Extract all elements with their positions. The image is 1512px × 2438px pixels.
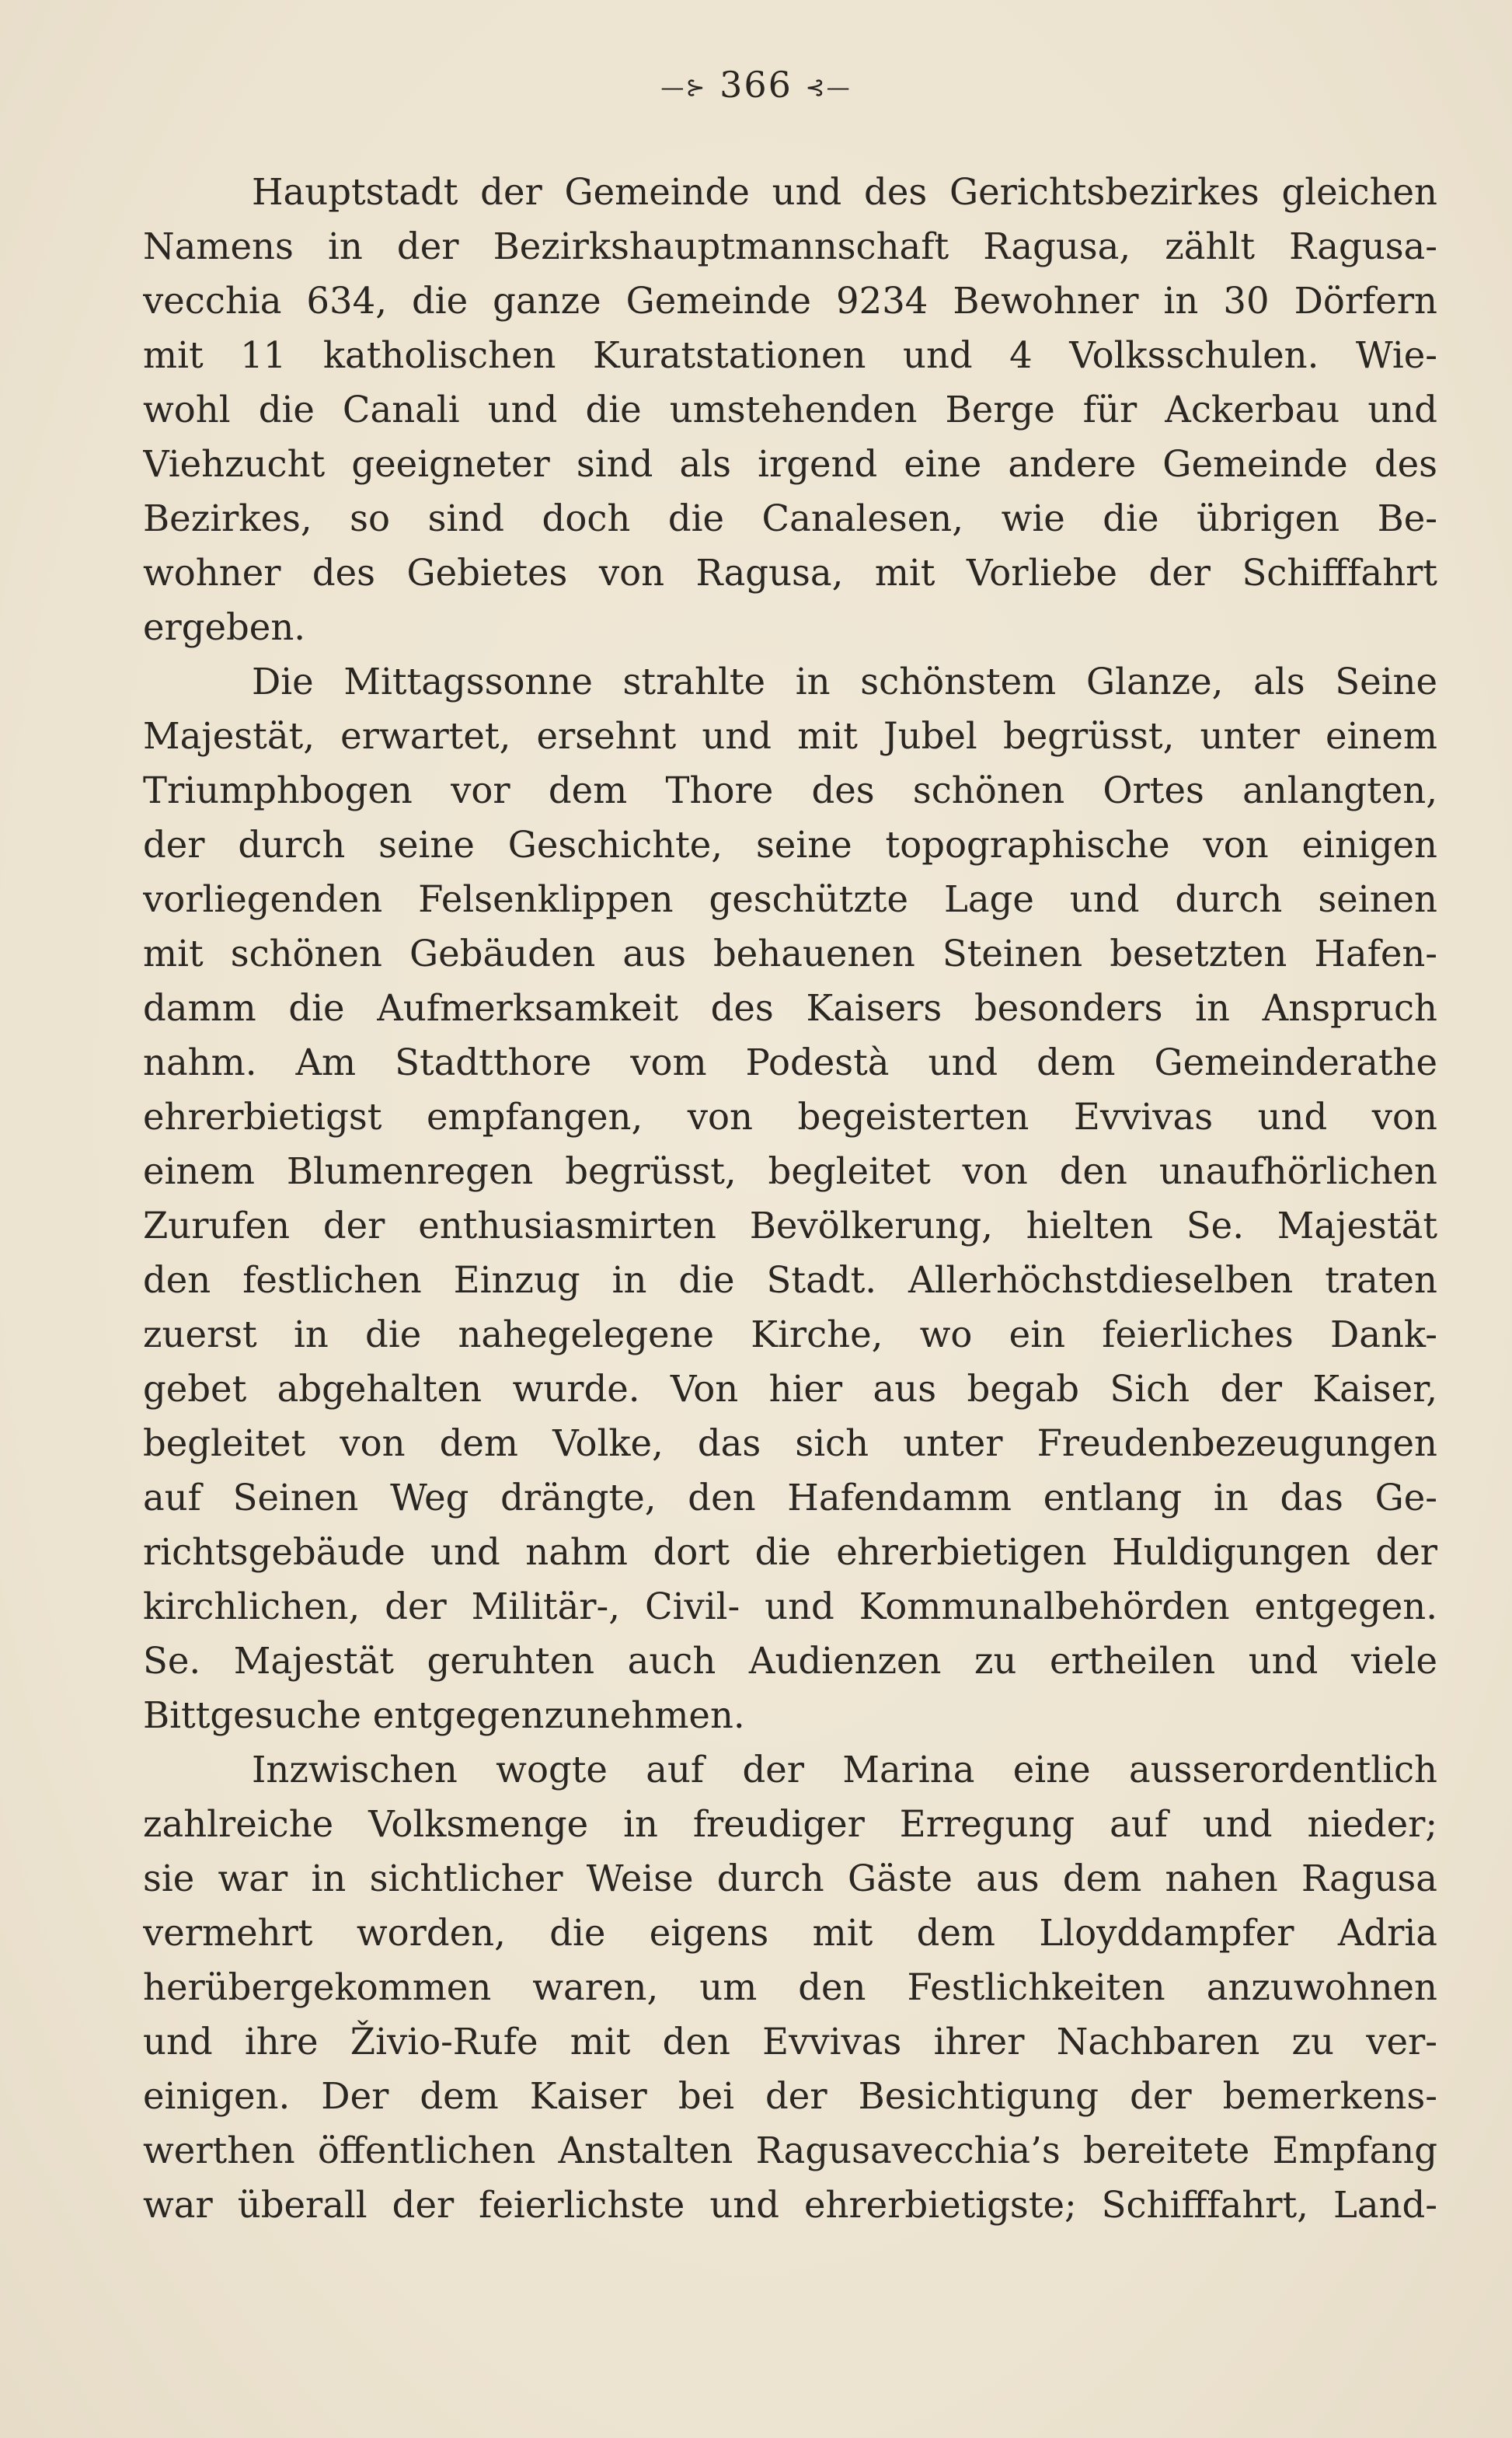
text-line: Triumphbogen vor dem Thore des schönen Ortes anlangten, — [143, 769, 1437, 811]
text-line: der durch seine Geschichte, seine topographische von einigen — [143, 824, 1437, 866]
text-line: und ihre Živio-Rufe mit den Evvivas ihrer Nachbaren zu ver- — [143, 2021, 1437, 2063]
header-ornament-left: —⊱ — [660, 74, 707, 102]
text-line: den festlichen Einzug in die Stadt. Allerhöchstdieselben traten — [143, 1259, 1437, 1301]
text-line: Namens in der Bezirkshauptmannschaft Ragusa, zählt Ragusa- — [143, 225, 1437, 267]
text-line: ergeben. — [143, 606, 306, 648]
text-line: Viehzucht geeigneter sind als irgend eine andere Gemeinde des — [143, 443, 1437, 485]
text-line: zuerst in die nahegelegene Kirche, wo ein feierliches Dank- — [143, 1313, 1437, 1355]
text-line: nahm. Am Stadtthore vom Podestà und dem Gemeinderathe — [143, 1041, 1437, 1083]
text-line: gebet abgehalten wurde. Von hier aus begab Sich der Kaiser, — [143, 1368, 1437, 1410]
header-ornament-right: ⊰— — [805, 74, 852, 102]
page-header — [0, 64, 1512, 106]
text-line: wohl die Canali und die umstehenden Berge für Ackerbau und — [143, 389, 1437, 431]
text-line: damm die Aufmerksamkeit des Kaisers besonders in Anspruch — [143, 987, 1437, 1029]
text-line: wohner des Gebietes von Ragusa, mit Vorliebe der Schifffahrt — [143, 552, 1437, 594]
paragraph — [143, 654, 1437, 1742]
text-line: auf Seinen Weg drängte, den Hafendamm entlang in das Ge- — [143, 1477, 1437, 1519]
text-line: vorliegenden Felsenklippen geschützte Lage und durch seinen — [143, 878, 1437, 920]
paragraph — [143, 1742, 1437, 2232]
text-line: mit schönen Gebäuden aus behauenen Steinen besetzten Hafen- — [143, 933, 1437, 975]
text-line: Zurufen der enthusiasmirten Bevölkerung, hielten Se. Majestät — [143, 1205, 1437, 1247]
text-line: Bezirkes, so sind doch die Canalesen, wie die übrigen Be- — [143, 497, 1437, 539]
text-line: Bittgesuche entgegenzunehmen. — [143, 1694, 745, 1736]
text-line: einem Blumenregen begrüsst, begleitet von den unaufhörlichen — [143, 1150, 1437, 1192]
text-line: vermehrt worden, die eigens mit dem Lloyddampfer Adria — [143, 1912, 1437, 1954]
text-line: Die Mittagssonne strahlte in schönstem Glanze, als Seine — [252, 661, 1437, 703]
text-line: war überall der feierlichste und ehrerbietigste; Schifffahrt, Land- — [143, 2184, 1437, 2226]
text-line: Inzwischen wogte auf der Marina eine ausserordentlich — [252, 1749, 1437, 1791]
text-line: ehrerbietigst empfangen, von begeisterten Evvivas und von — [143, 1096, 1437, 1138]
paragraph — [143, 165, 1437, 654]
text-line: sie war in sichtlicher Weise durch Gäste aus dem nahen Ragusa — [143, 1857, 1437, 1899]
text-line: zahlreiche Volksmenge in freudiger Erregung auf und nieder; — [143, 1803, 1437, 1845]
text-line: Hauptstadt der Gemeinde und des Gerichtsbezirkes gleichen — [252, 171, 1437, 213]
body-text — [143, 165, 1437, 2232]
text-line: herübergekommen waren, um den Festlichkeiten anzuwohnen — [143, 1966, 1437, 2008]
text-line: begleitet von dem Volke, das sich unter Freudenbezeugungen — [143, 1422, 1437, 1464]
text-line: werthen öffentlichen Anstalten Ragusavecchia’s bereitete Empfang — [143, 2129, 1437, 2171]
text-line: mit 11 katholischen Kuratstationen und 4 Volksschulen. Wie- — [143, 334, 1437, 376]
text-line: vecchia 634, die ganze Gemeinde 9234 Bewohner in 30 Dörfern — [143, 280, 1437, 322]
page-number: 366 — [719, 64, 793, 106]
text-line: Se. Majestät geruhten auch Audienzen zu ertheilen und viele — [143, 1640, 1437, 1682]
text-line: kirchlichen, der Militär-, Civil- und Kommunalbehörden entgegen. — [143, 1585, 1437, 1627]
text-line: einigen. Der dem Kaiser bei der Besichtigung der bemerkens- — [143, 2075, 1437, 2117]
text-line: Majestät, erwartet, ersehnt und mit Jubel begrüsst, unter einem — [143, 715, 1437, 757]
text-line: richtsgebäude und nahm dort die ehrerbietigen Huldigungen der — [143, 1531, 1437, 1573]
